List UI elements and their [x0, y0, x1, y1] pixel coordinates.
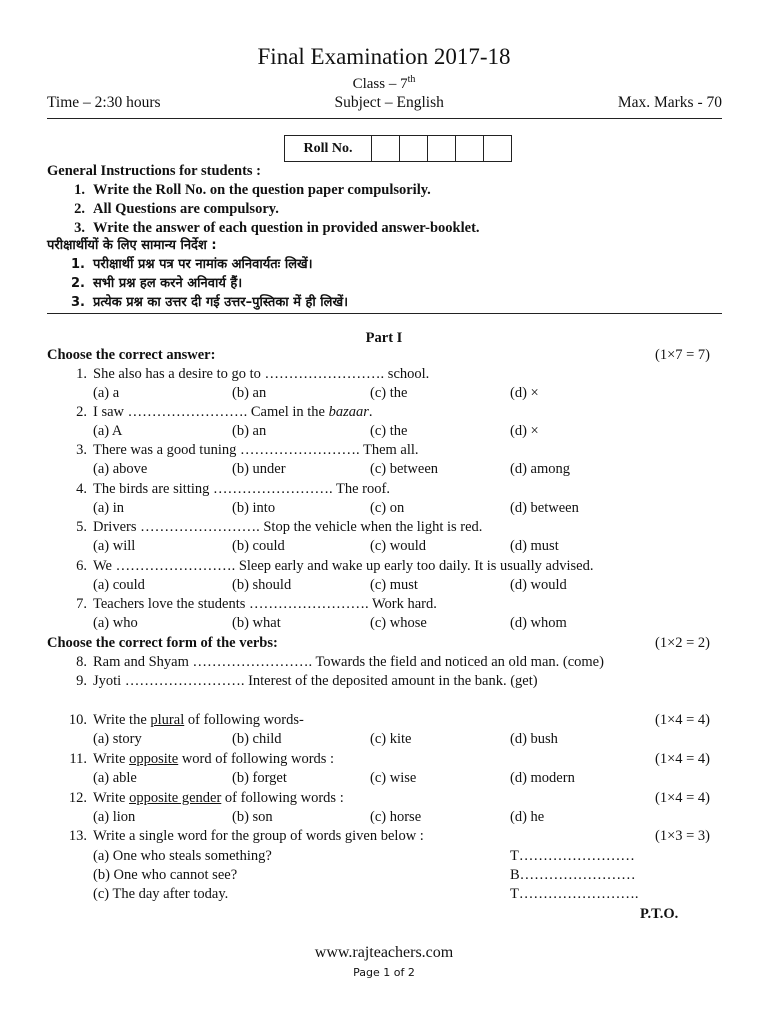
option: (b) an — [232, 423, 267, 439]
question-1: 1. She also has a desire to go to ……………………. school. — [76, 366, 430, 382]
answer-blank: B…………………… — [510, 867, 636, 883]
roll-digit-cell — [484, 136, 511, 161]
header-divider — [47, 118, 722, 119]
option: (b) forget — [232, 770, 287, 786]
question-1-options — [47, 384, 710, 403]
question-marks: (1×3 = 3) — [654, 828, 710, 844]
option: (b) child — [232, 731, 282, 747]
section-heading — [47, 634, 710, 653]
option: (c) on — [370, 500, 405, 516]
subject-label: Subject – English — [334, 94, 444, 111]
exam-meta — [47, 94, 722, 112]
option: (a) able — [93, 770, 137, 786]
hindi-instruction-item: 2. सभी प्रश्न हल करने अनिवार्य हैं। — [71, 276, 243, 291]
instruction-item: 2. All Questions are compulsory. — [74, 201, 279, 217]
footer-url: www.rajteachers.com — [314, 944, 454, 961]
option: (d) between — [510, 500, 579, 516]
option: (b) son — [232, 809, 273, 825]
question-6: 6. We ……………………. Sleep early and wake up early too daily. It is usually advised. — [76, 558, 594, 574]
class-suffix: th — [407, 74, 416, 85]
question-marks: (1×4 = 4) — [654, 751, 710, 767]
option: (a) will — [93, 538, 136, 554]
option: (b) into — [232, 500, 276, 516]
max-marks-label: Max. Marks - 70 — [617, 94, 722, 111]
question-2-options — [47, 422, 710, 441]
option: (a) lion — [93, 809, 136, 825]
answer-blank: T…………………… — [510, 848, 635, 864]
option: (c) the — [370, 385, 408, 401]
option: (b) could — [232, 538, 285, 554]
question-marks: (1×4 = 4) — [654, 790, 710, 806]
roll-number-label: Roll No. — [285, 136, 372, 161]
option: (d) modern — [510, 770, 575, 786]
option: (d) would — [510, 577, 567, 593]
hindi-instruction-item: 1. परीक्षार्थी प्रश्न पत्र पर नामांक अनिवार्यतः लिखें। — [71, 257, 313, 272]
option: (b) under — [232, 461, 286, 477]
question-4-options — [47, 499, 710, 518]
pto-label: P.T.O. — [640, 906, 679, 922]
option: (c) the — [370, 423, 408, 439]
option: (b) an — [232, 385, 267, 401]
instructions-divider — [47, 313, 722, 314]
option: (c) kite — [370, 731, 412, 747]
option: (d) × — [510, 423, 539, 439]
question-7: 7. Teachers love the students ……………………. Work hard. — [76, 596, 437, 612]
roll-digit-cell — [400, 136, 428, 161]
question-3-options — [47, 460, 710, 479]
question-marks: (1×4 = 4) — [654, 712, 710, 728]
option: (d) × — [510, 385, 539, 401]
option: (d) he — [510, 809, 545, 825]
answer-blank: T……………………. — [510, 886, 639, 902]
option: (c) between — [370, 461, 439, 477]
part-title: Part I — [365, 330, 403, 346]
option: (a) could — [93, 577, 145, 593]
question-5: 5. Drivers ……………………. Stop the vehicle when the light is red. — [76, 519, 483, 535]
option: (a) above — [93, 461, 148, 477]
option: (a) A — [93, 423, 123, 439]
class-line — [0, 74, 768, 93]
option: (c) horse — [370, 809, 422, 825]
page-number: Page 1 of 2 — [353, 966, 415, 979]
question-6-options — [47, 576, 710, 595]
option: (d) whom — [510, 615, 567, 631]
question-12: 12. Write opposite gender of following words : (1×4 = 4) — [68, 790, 710, 806]
option: (d) among — [510, 461, 570, 477]
roll-digit-cell — [456, 136, 484, 161]
question-11: 11. Write opposite word of following words : (1×4 = 4) — [69, 751, 710, 767]
question-13: 13. Write a single word for the group of words given below : (1×3 = 3) — [68, 828, 710, 844]
question-13-item: (c) The day after today. T……………………. — [93, 886, 639, 902]
time-label: Time – 2:30 hours — [47, 94, 161, 111]
question-13-item: (a) One who steals something? T…………………… — [93, 848, 635, 864]
roll-digit-cell — [372, 136, 400, 161]
hindi-instructions-heading: परीक्षार्थीयों के लिए सामान्य निर्देश : — [47, 238, 217, 253]
question-2: 2. I saw ……………………. Camel in the bazaar. — [76, 404, 373, 420]
question-4: 4. The birds are sitting ……………………. The roof. — [76, 481, 390, 497]
option: (c) whose — [370, 615, 427, 631]
english-instructions — [47, 162, 727, 238]
option: (c) would — [370, 538, 426, 554]
section-title: Choose the correct form of the verbs: — [47, 635, 278, 651]
roll-number-box — [284, 135, 512, 162]
instruction-item: 3. Write the answer of each question in provided answer-booklet. — [74, 220, 480, 236]
option: (b) should — [232, 577, 292, 593]
hindi-instruction-item: 3. प्रत्येक प्रश्न का उत्तर दी गई उत्तर–पुस्तिका में ही लिखें। — [71, 295, 349, 310]
question-12-options — [47, 808, 710, 827]
option: (d) must — [510, 538, 559, 554]
instruction-item: 1. Write the Roll No. on the question paper compulsorily. — [74, 182, 431, 198]
question-9: 9. Jyoti ……………………. Interest of the deposited amount in the bank. (get) — [76, 673, 538, 689]
roll-digit-cell — [428, 136, 456, 161]
option: (a) story — [93, 731, 142, 747]
question-8: 8. Ram and Shyam ……………………. Towards the field and noticed an old man. (come) — [76, 654, 604, 670]
option: (c) must — [370, 577, 418, 593]
section-marks: (1×2 = 2) — [654, 635, 710, 651]
option: (d) bush — [510, 731, 558, 747]
question-10: 10. Write the plural of following words- (1×4 = 4) — [68, 712, 710, 728]
question-3: 3. There was a good tuning ……………………. Them all. — [76, 442, 419, 458]
option: (a) a — [93, 385, 120, 401]
option: (c) wise — [370, 770, 417, 786]
exam-title: Final Examination 2017-18 — [257, 44, 511, 69]
question-5-options — [47, 537, 710, 556]
question-7-options — [47, 614, 710, 633]
section-marks: (1×7 = 7) — [654, 347, 710, 363]
option: (a) in — [93, 500, 124, 516]
option: (a) who — [93, 615, 138, 631]
section-heading — [47, 346, 710, 365]
question-10-options — [47, 730, 710, 749]
instructions-heading: General Instructions for students : — [47, 163, 262, 179]
hindi-instructions — [47, 236, 727, 312]
class-text: Class – 7 — [352, 76, 408, 92]
section-title: Choose the correct answer: — [47, 347, 216, 363]
question-13-item: (b) One who cannot see? B…………………… — [93, 867, 636, 883]
option: (b) what — [232, 615, 281, 631]
question-11-options — [47, 769, 710, 788]
